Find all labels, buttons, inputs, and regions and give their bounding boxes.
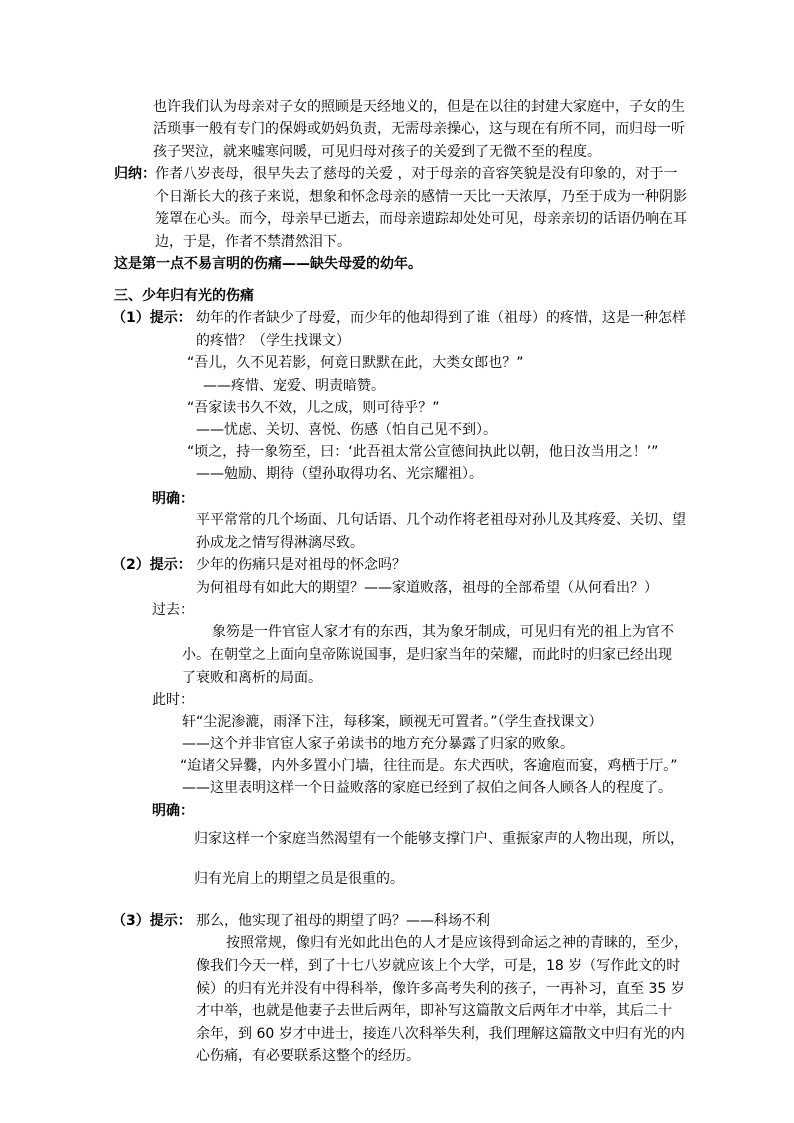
paragraph-line: 像我们今天一样，到了十七八岁就应该上个大学，可是，18 岁（写作此文的时 xyxy=(196,958,681,974)
clear-label: 明确： xyxy=(152,803,194,819)
paragraph-line: 心伤痛，有必要联系这整个的经历。 xyxy=(196,1048,420,1064)
quote-line: “顷之，持一象笏至，曰：‘此吾祖太常公宣德间执此以朝，他日汝当用之！’” xyxy=(187,444,659,460)
prompt-label: （1）提示： xyxy=(112,310,192,326)
past-line: 小。在朝堂之上面向皇帝陈说国事，是归家当年的荣耀，而此时的归家已经出现 xyxy=(182,647,672,663)
clear-line: 归有光肩上的期望之员是很重的。 xyxy=(194,871,404,887)
prompt-line: 为何祖母有如此大的期望？——家道败落，祖母的全部希望（从何看出？） xyxy=(196,580,658,596)
clear-label: 明确： xyxy=(152,491,194,507)
summary-line: 笼罩在心头。而今，母亲早已逝去，而母亲遗踪却处处可见，母亲亲切的话语仍响在耳 xyxy=(155,211,687,227)
prompt-line: 幼年的作者缺少了母爱，而少年的他却得到了谁（祖母）的疼惜，这是一种怎样 xyxy=(196,310,686,326)
paragraph-line: 孩子哭泣，就来嘘寒问暖，可见归母对孩子的关爱到了无微不至的程度。 xyxy=(153,144,601,160)
section-heading: 三、少年归有光的伤痛 xyxy=(114,288,254,304)
prompt-label: （3）提示： xyxy=(112,913,192,929)
past-label: 过去： xyxy=(152,602,194,618)
prompt-line: 少年的伤痛只是对祖母的怀念吗？ xyxy=(196,557,406,573)
now-line: ——这里表明这样一个日益败落的家庭已经到了叔伯之间各人顾各人的程度了。 xyxy=(182,780,672,796)
now-line: 轩“尘泥渗漉，雨泽下注，每移案，顾视无可置者。”（学生查找课文） xyxy=(182,714,603,730)
past-line: 了衰败和离析的局面。 xyxy=(182,670,322,686)
summary-label: 归纳： xyxy=(114,166,156,182)
now-label: 此时： xyxy=(152,692,194,708)
paragraph-line: 余年，到 60 岁才中进士，接连八次科举失利，我们理解这篇散文中归有光的内 xyxy=(196,1026,685,1042)
answer-line: ——疼惜、宠爱、明责暗赞。 xyxy=(203,378,385,394)
summary-line: 边，于是，作者不禁潸然泪下。 xyxy=(155,234,351,250)
clear-line: 孙成龙之情写得淋漓尽致。 xyxy=(196,535,364,551)
prompt-line: 的疼惜？（学生找课文） xyxy=(196,333,350,349)
paragraph-line: 也许我们认为母亲对子女的照顾是天经地义的，但是在以往的封建大家庭中，子女的生 xyxy=(153,99,685,115)
paragraph-line: 才中举，也就是他妻子去世后两年，即补写这篇散文后两年才中举，其后二十 xyxy=(196,1003,672,1019)
summary-line: 作者八岁丧母，很早失去了慈母的关爱 ，对于母亲的音容笑貌是没有印象的，对于一 xyxy=(155,166,678,182)
now-line: “迨诸父异爨，内外多置小门墙，往往而是。东犬西吠，客逾庖而宴，鸡栖于厅。” xyxy=(180,758,678,774)
prompt-label: （2）提示： xyxy=(112,557,192,573)
now-line: ——这个并非官宦人家子弟读书的地方充分暴露了归家的败象。 xyxy=(182,736,574,752)
answer-line: ——勉励、期待（望孙取得功名、光宗耀祖）。 xyxy=(196,466,483,482)
quote-line: “吾家读书久不效，儿之成，则可待乎？” xyxy=(187,400,440,416)
quote-line: “吾儿，久不见若影，何竟日默默在此，大类女郎也？” xyxy=(187,355,524,371)
conclusion: 这是第一点不易言明的伤痛——缺失母爱的幼年。 xyxy=(114,256,422,272)
summary-line: 个日渐长大的孩子来说，想象和怀念母亲的感情一天比一天浓厚，乃至于成为一种阴影 xyxy=(155,189,687,205)
prompt-line: 那么，他实现了祖母的期望了吗？——科场不利 xyxy=(196,913,490,929)
answer-line: ——忧虑、关切、喜悦、伤感（怕自己见不到）。 xyxy=(196,422,497,438)
past-line: 象笏是一件官宦人家才有的东西，其为象牙制成，可见归有光的祖上为官不 xyxy=(212,624,674,640)
paragraph-line: 候）的归有光并没有中得科举，像许多高考失利的孩子，一再补习，直至 35 岁 xyxy=(196,981,685,997)
clear-line: 归家这样一个家庭当然渴望有一个能够支撑门户、重振家声的人物出现，所以， xyxy=(194,831,684,847)
clear-line: 平平常常的几个场面、几句话语、几个动作将老祖母对孙儿及其疼爱、关切、望 xyxy=(196,512,686,528)
paragraph-line: 按照常规，像归有光如此出色的人才是应该得到命运之神的青睐的，至少， xyxy=(226,935,688,951)
paragraph-line: 活琐事一般有专门的保姆或奶妈负责，无需母亲操心，这与现在有所不同，而归母一听 xyxy=(153,121,685,137)
